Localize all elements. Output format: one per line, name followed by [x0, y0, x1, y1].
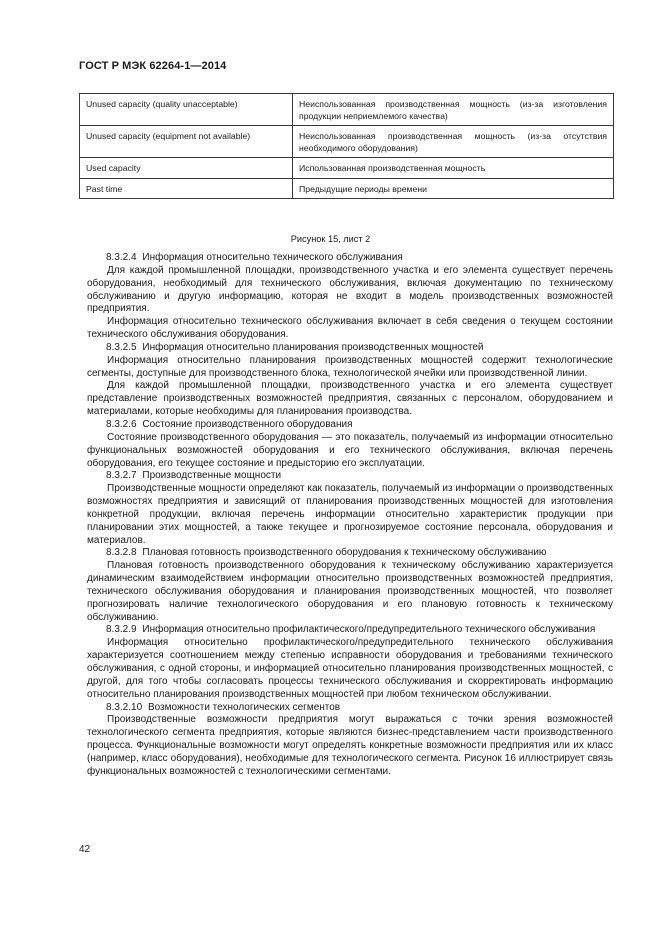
- paragraph: Информация относительно планирования производственных мощностей содержит технологические сегменты, доступные для производственного блока, технологической ячейки или производственной линии.: [87, 354, 613, 379]
- page-number: 42: [79, 844, 91, 855]
- term-russian: Неиспользованная производственная мощность (из-за отсутствия необходимого оборудования): [293, 126, 614, 158]
- term-russian: Неиспользованная производственная мощность (из-за изготовления продукции неприемлемого качества): [293, 94, 614, 126]
- section-heading: 8.3.2.10 Возможности технологических сегментов: [106, 701, 341, 713]
- table-row: [80, 126, 614, 158]
- glossary-table: [79, 93, 614, 199]
- paragraph: Для каждой промышленной площадки, производственного участка и его элемента существует представление производственных возможностей предприятия, связанных с персоналом, оборудованием и материалами, которые необходимы для планирования производства.: [87, 380, 613, 418]
- section-heading: 8.3.2.7 Производственные мощности: [106, 470, 282, 482]
- paragraph: Производственные мощности определяют как показатель, получаемый из информации о производственных возможностях предприятия и зависящий от планирования производственных мощностей для изготовления конкретной продукции, включая перечень информации относительно характеристик продукции при планировании этих мощностей, а также текущее и прогнозируемое состояние персонала, оборудования и материалов.: [87, 483, 613, 546]
- table-row: [80, 158, 614, 179]
- term-english: Unused capacity (equipment not available): [80, 126, 293, 158]
- term-russian: Использованная производственная мощность: [293, 158, 614, 179]
- term-english: Used capacity: [80, 158, 293, 179]
- section-heading: 8.3.2.8 Плановая готовность производственного оборудования к техническому обслуживанию: [106, 547, 547, 559]
- document-header: ГОСТ Р МЭК 62264-1—2014: [79, 60, 227, 72]
- paragraph: Плановая готовность производственного оборудования к техническому обслуживанию характеризуется динамическим взаимодействием информации относительно производственных возможностей предприятия, технического обслуживания оборудования и планирования производственных мощностей, что позволяет прогнозировать наличие технологического оборудования и его плановую готовность к техническому обслуживанию.: [87, 560, 613, 623]
- term-english: Past time: [80, 178, 293, 199]
- paragraph: Состояние производственного оборудования — это показатель, получаемый из информации относительно функциональных возможностей оборудования и его технического обслуживания, включая перечень оборудования, его текущее состояние и предысторию его эксплуатации.: [87, 431, 613, 469]
- figure-caption: Рисунок 15, лист 2: [290, 234, 371, 244]
- term-english: Unused capacity (quality unacceptable): [80, 94, 293, 126]
- paragraph: Для каждой промышленной площадки, производственного участка и его элемента существует перечень оборудования, необходимый для технического обслуживания, включая документацию по техническому обслуживанию и другую информацию, которая не входит в модель производственных возможностей предприятия.: [87, 264, 613, 315]
- table-row: [80, 94, 614, 126]
- section-heading: 8.3.2.4 Информация относительно технического обслуживания: [106, 252, 403, 263]
- table-row: [80, 178, 614, 199]
- document-body: [87, 252, 613, 779]
- section-heading: 8.3.2.5 Информация относительно планирования производственных мощностей: [106, 341, 484, 353]
- paragraph: Информация относительно профилактического/предупредительного технического обслуживания характеризуется соотношением между степенью исправности оборудования и требованиями технического обслуживания, с одной стороны, и информацией относительно планирования производственных мощностей, с другой, для того чтобы согласовать процессы технического обслуживания и скорректировать информацию относительно планирования производственных мощностей при любом техническом обслуживании.: [87, 637, 613, 700]
- term-russian: Предыдущие периоды времени: [293, 178, 614, 199]
- section-heading: 8.3.2.9 Информация относительно профилактического/предупредительного технического обслуживания: [106, 624, 596, 636]
- section-heading: 8.3.2.6 Состояние производственного оборудования: [106, 418, 353, 430]
- paragraph: Производственные возможности предприятия могут выражаться с точки зрения возможностей технологического сегмента предприятия, которые являются бизнес-представлением части производственного процесса. Функциональные возможности могут определять конкретные возможности предприятия или их класс (например, класс оборудования), необходимые для технологического сегмента. Рисунок 16 иллюстрирует связь функциональных возможностей с технологическими сегментами.: [87, 714, 613, 777]
- paragraph: Информация относительно технического обслуживания включает в себя сведения о текущем состоянии технического обслуживания оборудования.: [87, 316, 613, 341]
